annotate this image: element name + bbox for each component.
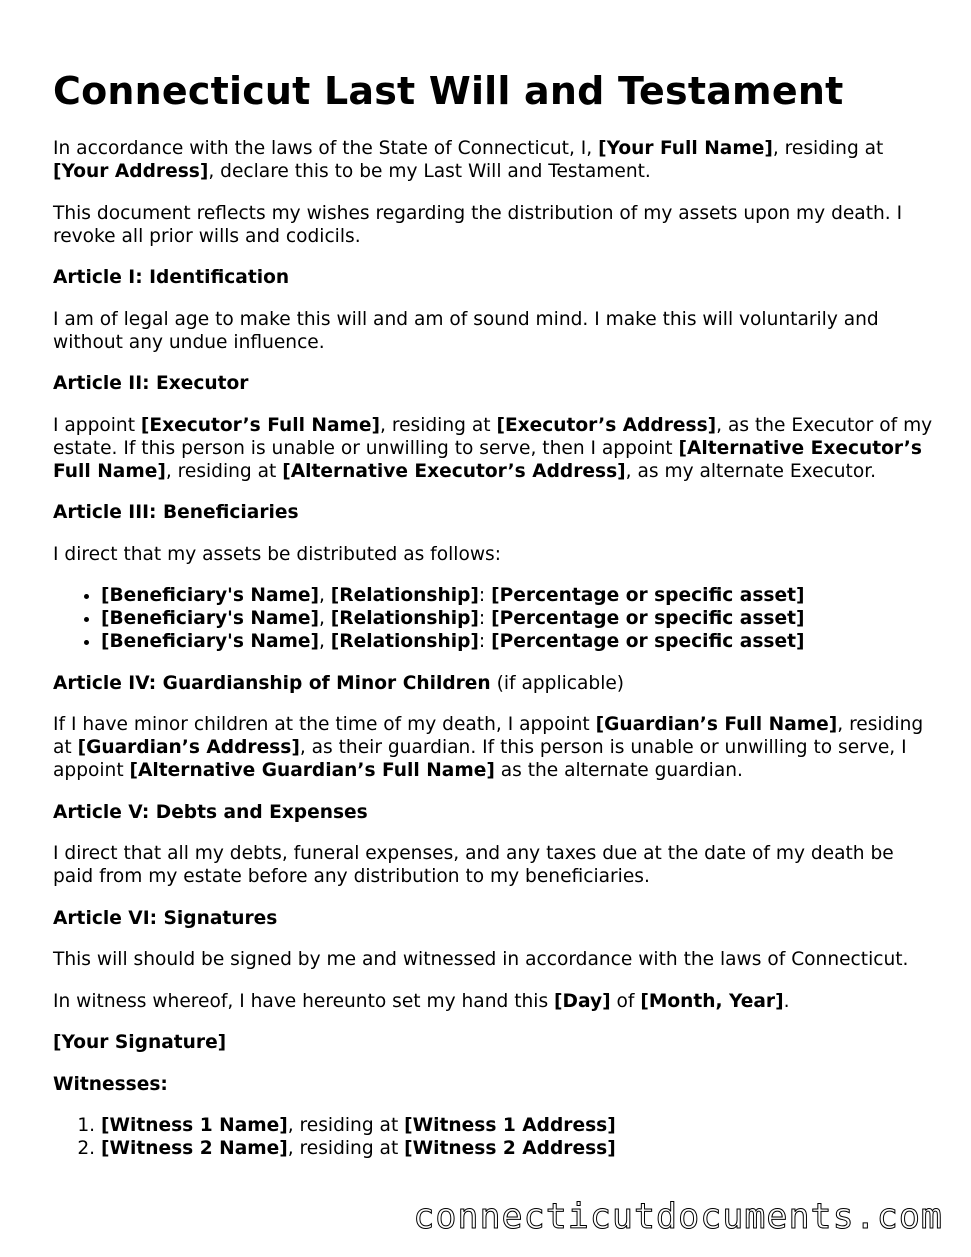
list-item <box>101 1114 933 1137</box>
separator: : <box>478 631 492 652</box>
witness-line-text-3: . <box>783 990 790 1012</box>
placeholder-alt-executor-address: [Alternative Executor’s Address] <box>282 460 626 482</box>
placeholder-asset: [Percentage or specific asset] <box>491 608 805 629</box>
separator: : <box>478 608 492 629</box>
placeholder-your-address: [Your Address] <box>53 161 209 182</box>
placeholder-asset: [Percentage or specific asset] <box>491 585 805 606</box>
list-item <box>101 584 933 607</box>
placeholder-relationship: [Relationship] <box>330 585 479 606</box>
article-3-heading: Article III: Beneficiaries <box>53 502 299 523</box>
article-2-text-3: , as the Executor of my estate. If this person is unable or unwilling to serve, then I appoint <box>53 414 933 459</box>
separator: , <box>318 631 331 652</box>
separator: : <box>478 585 492 606</box>
article-4-text-2: , residing at <box>53 714 924 758</box>
intro-text-3: , declare this to be my Last Will and Testament. <box>208 161 651 182</box>
placeholder-witness-address: [Witness 2 Address] <box>404 1138 616 1159</box>
intro-text-1: In accordance with the laws of the State of Connecticut, I, <box>53 138 599 159</box>
placeholder-alt-executor-name: [Alternative Executor’s Full Name] <box>53 437 922 482</box>
article-4-text-1: If I have minor children at the time of my death, I appoint <box>53 714 596 735</box>
placeholder-witness-name: [Witness 2 Name] <box>101 1138 288 1159</box>
witness-line-text-2: of <box>610 990 641 1012</box>
placeholder-relationship: [Relationship] <box>330 631 479 652</box>
placeholder-executor-name: [Executor’s Full Name] <box>140 414 381 436</box>
article-4-text-4: as the alternate guardian. <box>494 760 743 781</box>
article-5-text: I direct that all my debts, funeral expenses, and any taxes due at the date of my death be paid from my estate before any distribution to my beneficiaries. <box>53 843 894 887</box>
witness-whereof-line <box>53 990 933 1013</box>
separator: , <box>318 585 331 606</box>
placeholder-beneficiary-name: [Beneficiary's Name] <box>101 585 319 606</box>
placeholder-your-full-name: [Your Full Name] <box>598 138 773 159</box>
separator: , <box>318 608 331 629</box>
article-2-heading: Article II: Executor <box>53 373 249 394</box>
placeholder-witness-name: [Witness 1 Name] <box>101 1115 288 1136</box>
placeholder-beneficiary-name: [Beneficiary's Name] <box>101 631 319 652</box>
article-1-heading: Article I: Identification <box>53 267 290 288</box>
witness-list <box>53 1114 933 1160</box>
article-4-heading-note: (if applicable) <box>490 672 625 694</box>
article-4-text-3: , as their guardian. If this person is unable or unwilling to serve, I appoint <box>53 737 907 781</box>
article-6-text: This will should be signed by me and witnessed in accordance with the laws of Connecticut. <box>53 949 909 970</box>
placeholder-executor-address: [Executor’s Address] <box>496 414 717 436</box>
article-2-text-2: , residing at <box>380 414 497 436</box>
article-2-text-1: I appoint <box>53 414 141 436</box>
placeholder-witness-address: [Witness 1 Address] <box>404 1115 616 1136</box>
placeholder-day: [Day] <box>554 990 611 1012</box>
document-title: Connecticut Last Will and Testament <box>53 69 844 113</box>
witnesses-heading: Witnesses: <box>53 1073 168 1095</box>
placeholder-month-year: [Month, Year] <box>640 990 784 1012</box>
witness-residing-text: , residing at <box>287 1138 405 1159</box>
placeholder-asset: [Percentage or specific asset] <box>491 631 805 652</box>
article-6-heading: Article VI: Signatures <box>53 907 278 929</box>
placeholder-alt-guardian-name: [Alternative Guardian’s Full Name] <box>129 760 495 781</box>
article-2-text-5: , as my alternate Executor. <box>625 460 877 482</box>
placeholder-beneficiary-name: [Beneficiary's Name] <box>101 608 319 629</box>
article-5-heading: Article V: Debts and Expenses <box>53 801 368 823</box>
article-2-text <box>53 414 933 483</box>
article-4-heading-line <box>53 672 933 695</box>
list-item <box>101 630 933 653</box>
document-page <box>53 62 933 1179</box>
article-1-text: I am of legal age to make this will and am of sound mind. I make this will voluntarily and without any undue influence. <box>53 308 879 353</box>
list-item <box>101 607 933 630</box>
signature-placeholder: [Your Signature] <box>53 1032 227 1053</box>
witness-residing-text: , residing at <box>287 1115 405 1136</box>
watermark: connecticutdocuments.com <box>413 1197 943 1237</box>
article-4-text <box>53 713 933 782</box>
beneficiary-list <box>53 584 933 653</box>
list-item <box>101 1137 933 1160</box>
placeholder-guardian-name: [Guardian’s Full Name] <box>595 714 838 735</box>
placeholder-relationship: [Relationship] <box>330 608 479 629</box>
witness-line-text-1: In witness whereof, I have hereunto set my hand this <box>53 990 555 1012</box>
article-2-text-4: , residing at <box>165 460 283 482</box>
placeholder-guardian-address: [Guardian’s Address] <box>77 737 300 758</box>
article-3-text: I direct that my assets be distributed as follows: <box>53 543 501 565</box>
article-4-heading: Article IV: Guardianship of Minor Children <box>53 672 491 694</box>
intro-paragraph-2: This document reflects my wishes regarding the distribution of my assets upon my death. I revoke all prior wills and codicils. <box>53 202 903 247</box>
intro-text-2: , residing at <box>772 138 884 159</box>
intro-paragraph-1 <box>53 137 933 183</box>
